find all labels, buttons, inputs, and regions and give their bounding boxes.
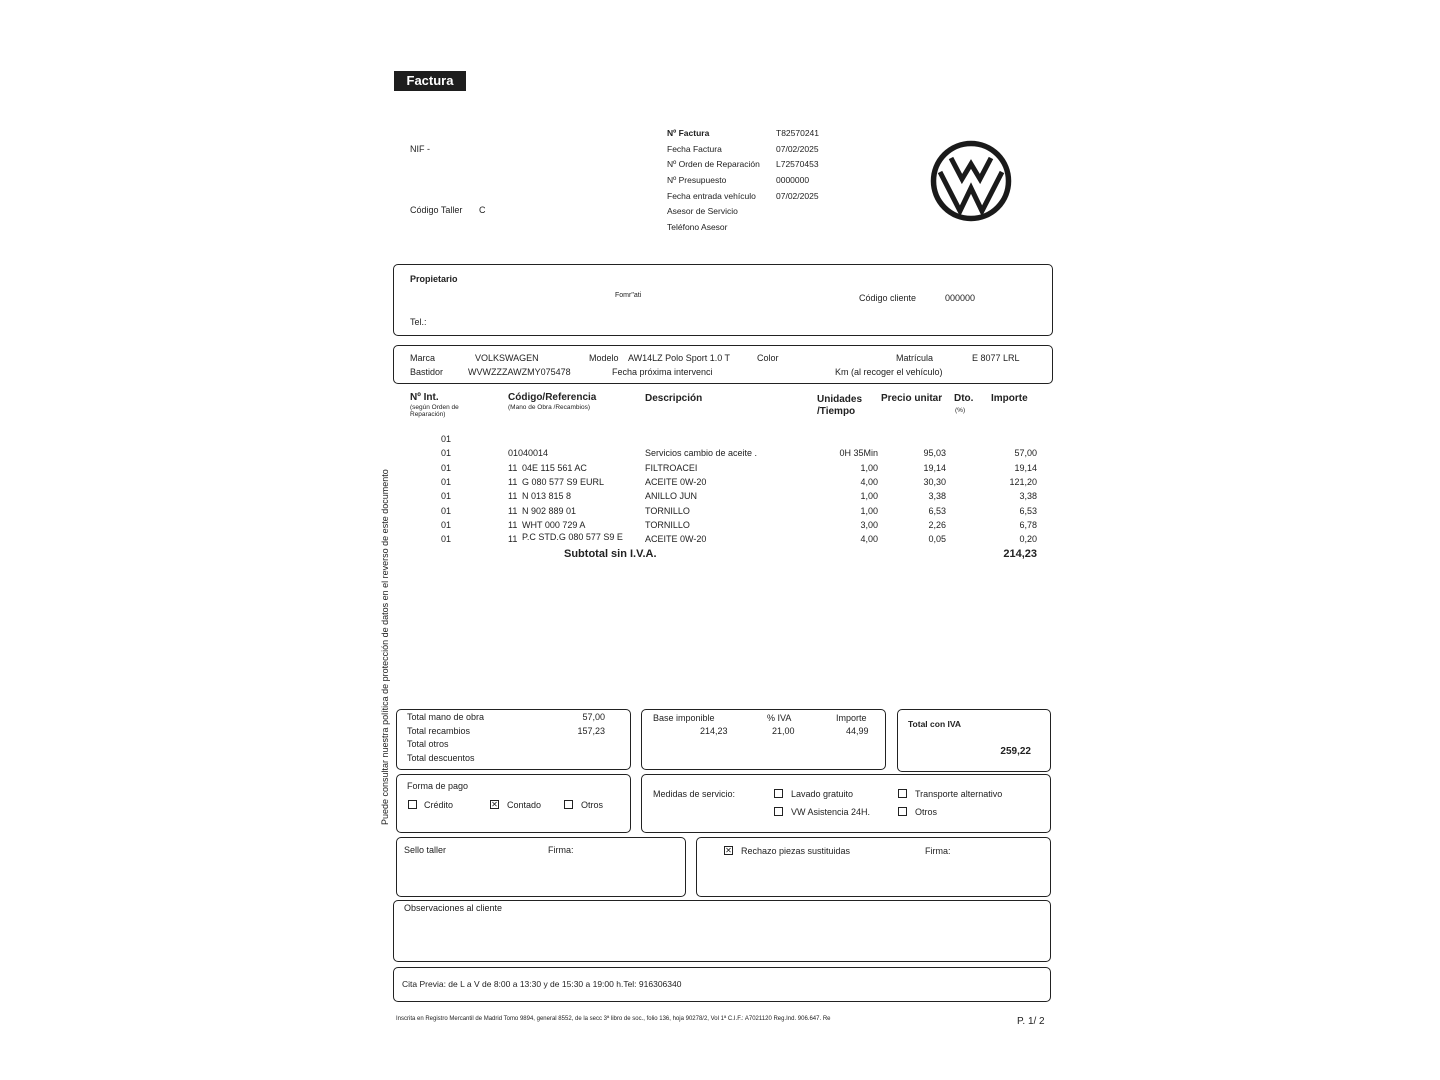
- volkswagen-logo: [929, 139, 1013, 223]
- base-imponible-value: 214,23: [700, 726, 728, 736]
- payment-credito-label: Crédito: [424, 800, 454, 810]
- codigo-taller-value: C: [479, 205, 486, 215]
- group-number: 01: [441, 434, 452, 444]
- payment-otros-label: Otros: [581, 800, 604, 810]
- row-unidades: 4,00: [860, 534, 878, 544]
- row-prefix: 11: [508, 477, 518, 487]
- row-importe: 121,20: [1009, 477, 1037, 487]
- row-precio: 30,30: [923, 477, 946, 487]
- row-descripcion: TORNILLO: [645, 506, 690, 516]
- col-header-precio: Precio unitar: [881, 393, 943, 404]
- privacy-side-note: Puede consultar nuestra política de protección de datos en el reverso de este documento: [380, 469, 390, 825]
- total-mano-obra-value: 57,00: [582, 712, 605, 722]
- payment-otros-checkbox[interactable]: [564, 800, 573, 809]
- rechazo-firma-label: Firma:: [925, 846, 951, 856]
- row-unidades: 3,00: [860, 520, 878, 530]
- subtotal-value: 214,23: [1003, 548, 1037, 560]
- field-label-presupuesto: Nº Presupuesto: [667, 175, 727, 185]
- row-descripcion: ACEITE 0W-20: [645, 534, 707, 544]
- row-precio: 95,03: [923, 448, 946, 458]
- row-nint: 01: [441, 477, 452, 487]
- payment-title: Forma de pago: [407, 781, 469, 791]
- row-nint: 01: [441, 520, 452, 530]
- row-nint: 01: [441, 506, 452, 516]
- asistencia-label: VW Asistencia 24H.: [791, 807, 871, 817]
- total-otros-label: Total otros: [407, 739, 449, 749]
- km-label: Km (al recoger el vehículo): [835, 367, 943, 377]
- row-codigo: 04E 115 561 AC: [522, 463, 587, 473]
- sello-taller-label: Sello taller: [404, 845, 447, 855]
- col-header-codigo-sub: (Mano de Obra /Recambios): [508, 404, 591, 411]
- field-value-fecha-entrada: 07/02/2025: [776, 191, 819, 201]
- row-nint: 01: [441, 448, 452, 458]
- lavado-checkbox[interactable]: [774, 789, 783, 798]
- row-prefix: 11: [508, 491, 518, 501]
- col-header-dto-sub: (%): [955, 407, 966, 414]
- subtotal-label: Subtotal sin I.V.A.: [564, 548, 657, 560]
- field-label-orden-reparacion: Nº Orden de Reparación: [667, 159, 760, 169]
- col-header-nint-sub: (según Orden de Reparación): [410, 404, 459, 418]
- services-otros-label: Otros: [915, 807, 938, 817]
- document-title: Factura: [394, 71, 466, 91]
- row-prefix: 11: [508, 520, 518, 530]
- payment-contado-label: Contado: [507, 800, 542, 810]
- row-importe: 6,53: [1019, 506, 1037, 516]
- base-imponible-label: Base imponible: [653, 713, 715, 723]
- iva-pct-value: 21,00: [772, 726, 795, 736]
- row-unidades: 1,00: [860, 506, 878, 516]
- row-nint: 01: [441, 463, 452, 473]
- row-precio: 19,14: [923, 463, 946, 473]
- lavado-label: Lavado gratuito: [791, 789, 854, 799]
- total-con-iva-value: 259,22: [1000, 746, 1031, 757]
- vehicle-box: [393, 345, 1053, 384]
- row-codigo: G 080 577 S9 EURL: [522, 477, 605, 487]
- iva-pct-label: % IVA: [767, 713, 792, 723]
- row-descripcion: TORNILLO: [645, 520, 690, 530]
- asistencia-checkbox[interactable]: [774, 807, 783, 816]
- col-header-nint: Nº Int.: [410, 392, 439, 403]
- row-prefix: 11: [508, 463, 518, 473]
- row-importe: 57,00: [1014, 448, 1037, 458]
- color-label: Color: [757, 353, 779, 363]
- transporte-label: Transporte alternativo: [915, 789, 1003, 799]
- total-recambios-label: Total recambios: [407, 726, 471, 736]
- row-descripcion: ACEITE 0W-20: [645, 477, 707, 487]
- col-header-descripcion: Descripción: [645, 393, 703, 404]
- total-descuentos-label: Total descuentos: [407, 753, 475, 763]
- field-value-numero-factura: T82570241: [776, 128, 820, 138]
- observaciones-label: Observaciones al cliente: [404, 903, 503, 913]
- col-header-codigo: Código/Referencia: [508, 392, 597, 403]
- total-mano-obra-label: Total mano de obra: [407, 712, 485, 722]
- matricula-label: Matrícula: [896, 353, 934, 363]
- row-codigo: P.C STD.G 080 577 S9 E: [522, 532, 623, 542]
- owner-title: Propietario: [410, 274, 458, 284]
- row-prefix: 11: [508, 506, 518, 516]
- col-header-dto: Dto.: [954, 393, 974, 404]
- iva-importe-label: Importe: [836, 713, 867, 723]
- row-precio: 0,05: [928, 534, 946, 544]
- row-importe: 3,38: [1019, 491, 1037, 501]
- row-codigo: N 013 815 8: [522, 491, 572, 501]
- field-label-asesor: Asesor de Servicio: [667, 206, 738, 216]
- row-codigo: N 902 889 01: [522, 506, 577, 516]
- row-codigo: WHT 000 729 A: [522, 520, 586, 530]
- row-prefix: 11: [508, 534, 518, 544]
- bastidor-label: Bastidor: [410, 367, 444, 377]
- col-header-importe: Importe: [991, 393, 1028, 404]
- owner-name: Fomr"ati: [615, 292, 642, 299]
- row-nint: 01: [441, 491, 452, 501]
- rechazo-label: Rechazo piezas sustituidas: [741, 846, 851, 856]
- rechazo-checkbox[interactable]: ✕: [725, 846, 732, 855]
- transporte-checkbox[interactable]: [898, 789, 907, 798]
- marca-value: VOLKSWAGEN: [475, 353, 539, 363]
- field-label-numero-factura: Nº Factura: [667, 128, 710, 138]
- row-codigo: 01040014: [508, 448, 549, 458]
- field-value-fecha-factura: 07/02/2025: [776, 144, 819, 154]
- modelo-value: AW14LZ Polo Sport 1.0 T: [628, 353, 731, 363]
- codigo-cliente-label: Código cliente: [859, 293, 917, 303]
- proxima-intervencion-label: Fecha próxima intervenci: [612, 367, 713, 377]
- row-unidades: 1,00: [860, 463, 878, 473]
- services-title: Medidas de servicio:: [653, 789, 736, 799]
- row-descripcion: ANILLO JUN: [645, 491, 698, 501]
- nif-label: NIF -: [410, 144, 430, 154]
- row-importe: 19,14: [1014, 463, 1037, 473]
- row-nint: 01: [441, 534, 452, 544]
- iva-importe-value: 44,99: [846, 726, 869, 736]
- row-unidades: 0H 35Min: [839, 448, 878, 458]
- field-label-fecha-factura: Fecha Factura: [667, 144, 722, 154]
- modelo-label: Modelo: [589, 353, 619, 363]
- payment-contado-checkbox[interactable]: ✕: [491, 800, 498, 809]
- row-descripcion: Servicios cambio de aceite .: [645, 448, 758, 458]
- payment-credito-checkbox[interactable]: [408, 800, 417, 809]
- cita-previa-text: Cita Previa: de L a V de 8:00 a 13:30 y de 15:30 a 19:00 h.Tel: 916306340: [402, 979, 682, 989]
- field-label-telefono-asesor: Teléfono Asesor: [667, 222, 728, 232]
- row-importe: 6,78: [1019, 520, 1037, 530]
- bastidor-value: WVWZZZAWZMY075478: [468, 367, 571, 377]
- row-unidades: 4,00: [860, 477, 878, 487]
- services-otros-checkbox[interactable]: [898, 807, 907, 816]
- service-measures-box: [641, 774, 1051, 833]
- registry-footer: Inscrita en Registro Mercantil de Madrid Tomo 9894, general 8552, de la secc 3ª libro de soc., folio 136, hoja 90278/2, Vol 1ª C.I.F.: A7021120 Reg.Ind. 906.647. Re: [396, 1016, 831, 1022]
- marca-label: Marca: [410, 353, 436, 363]
- matricula-value: E 8077 LRL: [972, 353, 1020, 363]
- row-precio: 6,53: [928, 506, 946, 516]
- row-importe: 0,20: [1019, 534, 1037, 544]
- codigo-taller-label: Código Taller: [410, 205, 463, 215]
- field-label-fecha-entrada: Fecha entrada vehículo: [667, 191, 756, 201]
- row-descripcion: FILTROACEI: [645, 463, 698, 473]
- row-unidades: 1,00: [860, 491, 878, 501]
- total-con-iva-label: Total con IVA: [908, 719, 962, 729]
- sello-firma-label: Firma:: [548, 845, 574, 855]
- col-header-unidades: Unidades /Tiempo: [817, 394, 863, 417]
- field-value-orden-reparacion: L72570453: [776, 159, 819, 169]
- row-precio: 3,38: [928, 491, 946, 501]
- row-precio: 2,26: [928, 520, 946, 530]
- codigo-cliente-value: 000000: [945, 293, 976, 303]
- owner-tel-label: Tel.:: [410, 317, 427, 327]
- total-recambios-value: 157,23: [577, 726, 605, 736]
- field-value-presupuesto: 0000000: [776, 175, 810, 185]
- page-number: P. 1/ 2: [1017, 1016, 1045, 1027]
